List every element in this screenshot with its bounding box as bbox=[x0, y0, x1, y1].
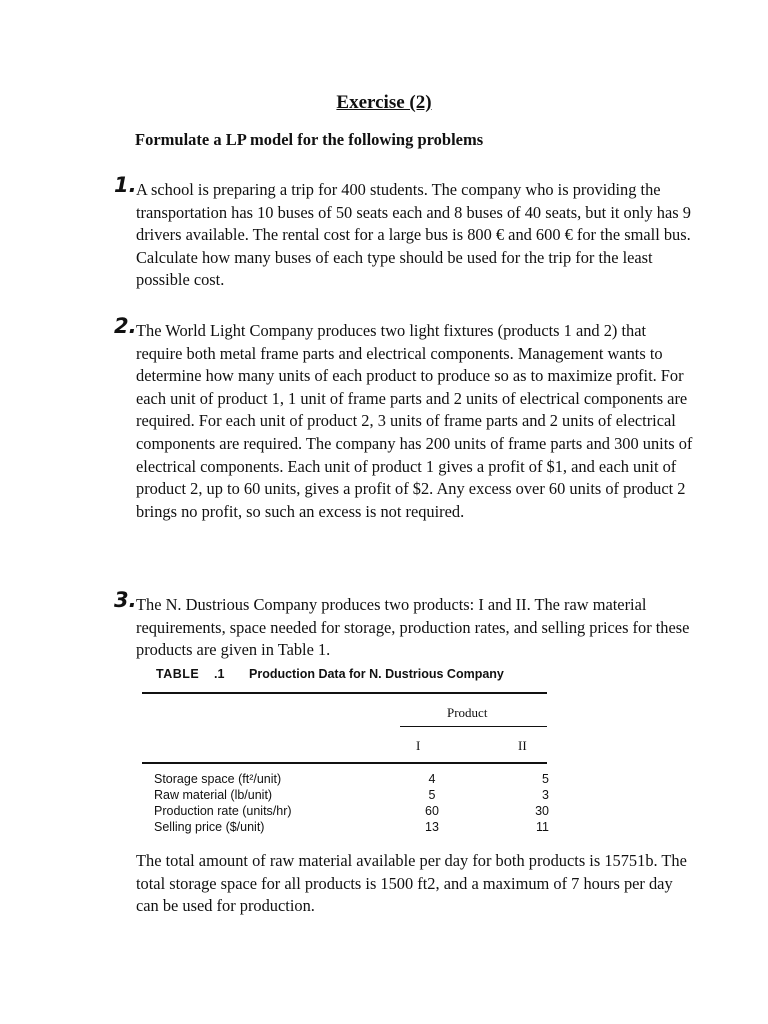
cell-value: 5 bbox=[542, 772, 549, 786]
product-header-rule bbox=[400, 726, 547, 727]
cell-value: 13 bbox=[425, 820, 439, 834]
row-label: Selling price ($/unit) bbox=[154, 820, 265, 834]
cell-value: 11 bbox=[536, 820, 549, 834]
problem-3 bbox=[114, 588, 694, 662]
table-row bbox=[154, 788, 549, 804]
table-row bbox=[154, 820, 549, 836]
problem-1 bbox=[114, 173, 694, 292]
cell-value: 30 bbox=[535, 804, 549, 818]
problem-text: The World Light Company produces two light fixtures (products 1 and 2) that require both metal frame parts and electrical components. Management wants to determine how many units of each product to produce so as to maximize profit. For each unit of product 1, 1 unit of frame parts and 2 units of electrical components are required. For each unit of product 2, 3 units of frame parts and 2 units of electrical components are required. The company has 200 units of frame parts and 300 units of electrical components. Each unit of product 1 gives a profit of $1, and each unit of product 2, up to 60 units, gives a profit of $2. Any excess over 60 units of product 2 brings no profit, so such an excess is not required. bbox=[136, 321, 693, 521]
cell-value: 60 bbox=[425, 804, 439, 818]
table-title: Production Data for N. Dustrious Company bbox=[249, 667, 504, 681]
problem-3-constraints-text: The total amount of raw material available per day for both products is 15751b. The total storage space for all products is 1500 ft2, and a maximum of 7 hours per day can be used for production. bbox=[136, 851, 687, 916]
table-caption bbox=[142, 664, 547, 684]
table-number: .1 bbox=[214, 667, 225, 681]
problem-number: 3. bbox=[114, 588, 137, 612]
cell-value: 3 bbox=[542, 788, 549, 802]
page-title: Exercise (2) bbox=[336, 92, 432, 113]
production-data-table bbox=[142, 664, 549, 834]
row-label: Production rate (units/hr) bbox=[154, 804, 292, 818]
column-header-II: II bbox=[518, 738, 527, 753]
product-header: Product bbox=[447, 705, 488, 720]
column-header-I: I bbox=[416, 738, 421, 753]
problem-2 bbox=[114, 314, 694, 523]
row-label: Storage space (ft²/unit) bbox=[154, 772, 282, 786]
cell-value: 4 bbox=[428, 772, 436, 786]
table-label: TABLE bbox=[156, 667, 200, 681]
table-row bbox=[154, 804, 549, 820]
problem-number: 1. bbox=[114, 173, 137, 197]
problem-text: A school is preparing a trip for 400 students. The company who is providing the transportation has 10 buses of 50 seats each and 8 buses of 40 seats, but it only has 9 drivers available. The rental cost for a large bus is 800 € and 600 € for the small bus. Calculate how many buses of each type should be used for the trip for the least possible cost. bbox=[136, 180, 691, 290]
row-label: Raw material (lb/unit) bbox=[154, 788, 273, 802]
table-header-rule bbox=[142, 762, 547, 764]
instructions-heading: Formulate a LP model for the following problems bbox=[135, 130, 484, 149]
problem-text: The N. Dustrious Company produces two products: I and II. The raw material requirements, space needed for storage, production rates, and selling prices for these products are given in Table 1. bbox=[136, 595, 690, 660]
table-top-rule bbox=[142, 692, 547, 694]
table-row bbox=[154, 772, 549, 788]
problem-number: 2. bbox=[114, 314, 137, 338]
cell-value: 5 bbox=[428, 788, 436, 802]
